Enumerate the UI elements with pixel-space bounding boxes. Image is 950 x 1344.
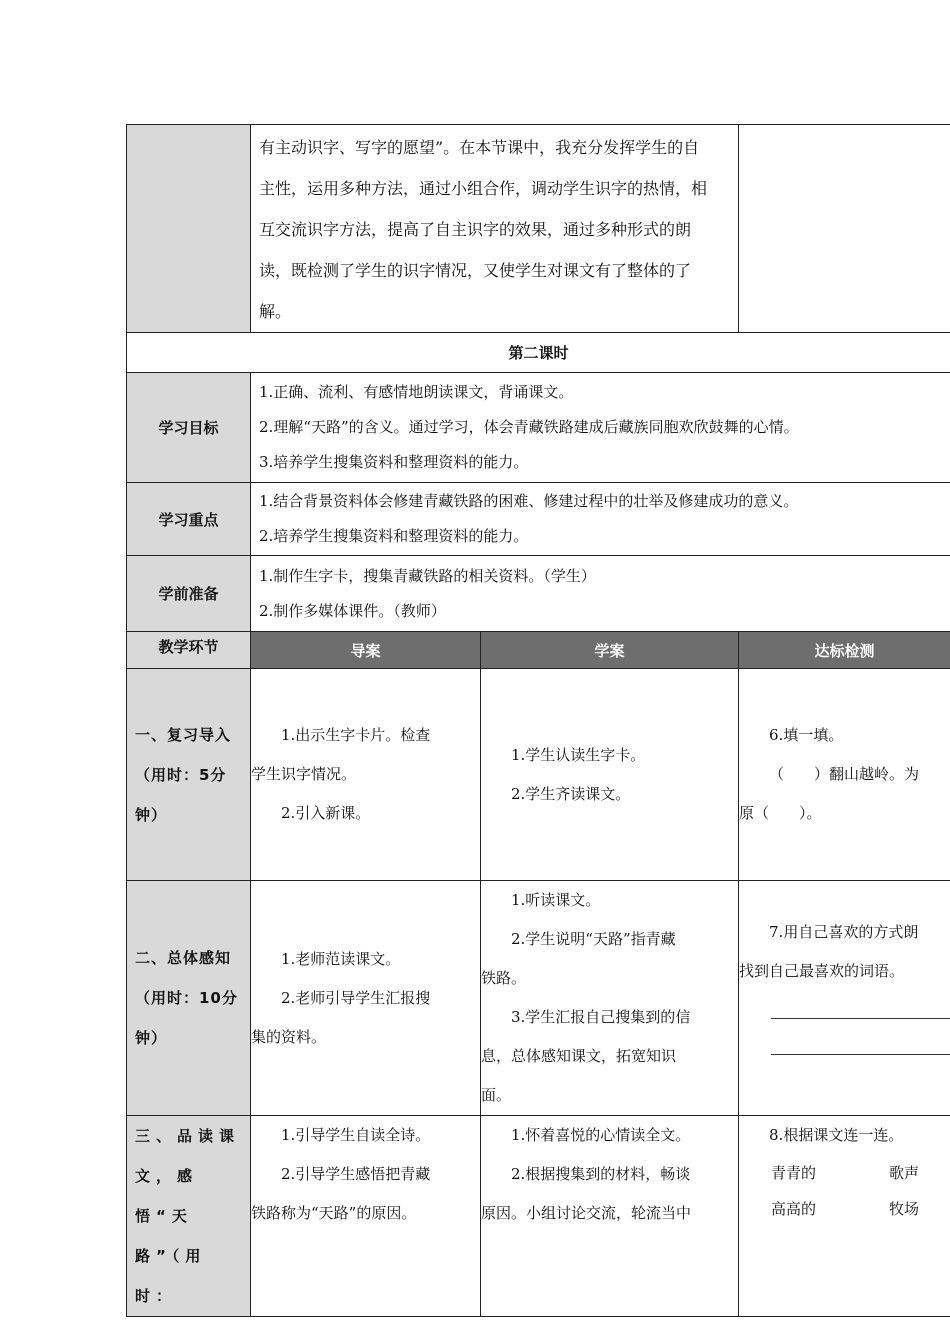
guide-line: 集的资料。	[251, 1027, 327, 1046]
guide-line: 1.引导学生自读全诗。	[281, 1126, 431, 1144]
match-pair[interactable]	[739, 1191, 950, 1227]
check-cell	[739, 669, 950, 881]
stage-line: 三、品读课	[135, 1127, 241, 1145]
stage-line: （用时：5分	[135, 765, 227, 784]
study-line: 2.学生说明“天路”指青藏	[511, 930, 676, 948]
match-right[interactable]: 歌声	[889, 1164, 920, 1182]
check-line: （ ）翻山越岭。为	[769, 765, 920, 783]
stage-line: 路”（用时：	[135, 1247, 207, 1305]
reflection-label-cell	[127, 125, 251, 333]
stage-cell	[127, 881, 251, 1116]
goal-item: 3.培养学生搜集资料和整理资料的能力。	[259, 453, 529, 471]
study-line: 1.听读课文。	[511, 891, 601, 909]
goals-list	[251, 373, 950, 483]
header-stage: 教学环节	[127, 632, 251, 669]
study-cell	[481, 881, 739, 1116]
guide-cell	[251, 881, 481, 1116]
header-guide: 导案	[251, 632, 481, 669]
focus-row	[127, 483, 950, 556]
guide-cell	[251, 669, 481, 881]
study-line: 原因。小组讨论交流，轮流当中	[481, 1204, 692, 1222]
goal-item: 2.理解“天路”的含义。通过学习，体会青藏铁路建成后藏族同胞欢欣鼓舞的心情。	[259, 418, 799, 436]
focus-list	[251, 483, 950, 556]
stage-row-overview	[127, 881, 950, 1116]
guide-line: 铁路称为“天路”的原因。	[251, 1204, 417, 1222]
reflection-empty-cell	[739, 125, 950, 333]
guide-line: 2.引导学生感悟把青藏	[281, 1165, 431, 1183]
check-line: 找到自己最喜欢的词语。	[739, 962, 905, 980]
match-pair[interactable]	[739, 1155, 950, 1191]
study-line: 2.学生齐读课文。	[511, 784, 631, 803]
reflection-line: 互交流识字方法，提高了自主识字的效果，通过多种形式的朗	[259, 220, 692, 239]
stage-row-review	[127, 669, 950, 881]
reflection-line: 有主动识字、写字的愿望”。在本节课中，我充分发挥学生的自	[259, 138, 700, 157]
study-line: 2.根据搜集到的材料，畅谈	[511, 1165, 691, 1183]
guide-line: 学生识字情况。	[251, 765, 357, 783]
reflection-line: 读，既检测了学生的识字情况，又使学生对课文有了整体的了	[259, 261, 692, 280]
header-study: 学案	[481, 632, 739, 669]
guide-line: 1.出示生字卡片。检查	[281, 726, 431, 744]
section-title: 第二课时	[127, 333, 950, 373]
focus-item: 1.结合背景资料体会修建青藏铁路的困难、修建过程中的壮举及修建成功的意义。	[259, 492, 799, 510]
reflection-row	[127, 125, 950, 333]
prep-label: 学前准备	[127, 556, 251, 632]
reflection-text-cell	[251, 125, 739, 333]
stage-line: （用时：10分	[135, 989, 238, 1007]
stage-line: 钟）	[135, 805, 168, 824]
guide-line: 2.老师引导学生汇报搜	[281, 988, 431, 1007]
check-line: 6.填一填。	[769, 726, 844, 744]
check-line: 7.用自己喜欢的方式朗	[769, 923, 919, 941]
reflection-line: 主性，运用多种方法，通过小组合作，调动学生识字的热情，相	[259, 179, 708, 198]
reflection-text	[251, 125, 738, 332]
study-line: 3.学生汇报自己搜集到的信	[511, 1008, 691, 1026]
study-line: 1.怀着喜悦的心情读全文。	[511, 1126, 691, 1144]
prep-item: 2.制作多媒体课件。（教师）	[259, 601, 446, 620]
check-cell	[739, 881, 950, 1116]
check-cell	[739, 1116, 950, 1317]
header-row	[127, 632, 950, 669]
match-right[interactable]: 牧场	[889, 1200, 920, 1218]
study-line: 息，总体感知课文，拓宽知识	[481, 1047, 677, 1065]
focus-label: 学习重点	[127, 483, 251, 556]
lesson-plan-table	[126, 124, 950, 1317]
goal-item: 1.正确、流利、有感情地朗读课文，背诵课文。	[259, 383, 574, 401]
study-line: 1.学生认读生字卡。	[511, 745, 646, 764]
study-line: 铁路。	[481, 969, 527, 987]
prep-list	[251, 556, 950, 632]
prep-row	[127, 556, 950, 632]
stage-line: 一、复习导入	[135, 725, 232, 744]
match-left[interactable]: 高高的	[771, 1200, 817, 1218]
goals-label: 学习目标	[127, 373, 251, 483]
stage-cell	[127, 669, 251, 881]
guide-cell	[251, 1116, 481, 1317]
reflection-line: 解。	[259, 302, 292, 321]
study-cell	[481, 669, 739, 881]
section-title-row	[127, 333, 950, 373]
check-line: 8.根据课文连一连。	[769, 1126, 904, 1144]
guide-line: 1.老师范读课文。	[281, 949, 401, 968]
stage-line: 文，感悟“天	[135, 1167, 199, 1225]
guide-line: 2.引入新课。	[281, 804, 371, 822]
study-cell	[481, 1116, 739, 1317]
stage-row-reading	[127, 1116, 950, 1317]
study-line: 面。	[481, 1086, 512, 1104]
focus-item: 2.培养学生搜集资料和整理资料的能力。	[259, 527, 529, 545]
prep-item: 1.制作生字卡，搜集青藏铁路的相关资料。（学生）	[259, 566, 596, 585]
stage-line: 钟）	[135, 1029, 168, 1047]
stage-cell	[127, 1116, 251, 1317]
header-check: 达标检测	[739, 632, 950, 669]
answer-blank-line[interactable]	[771, 1053, 950, 1055]
stage-line: 二、总体感知	[135, 949, 232, 967]
goals-row	[127, 373, 950, 483]
check-line: 原（ ）。	[739, 804, 822, 822]
match-left[interactable]: 青青的	[771, 1164, 817, 1182]
